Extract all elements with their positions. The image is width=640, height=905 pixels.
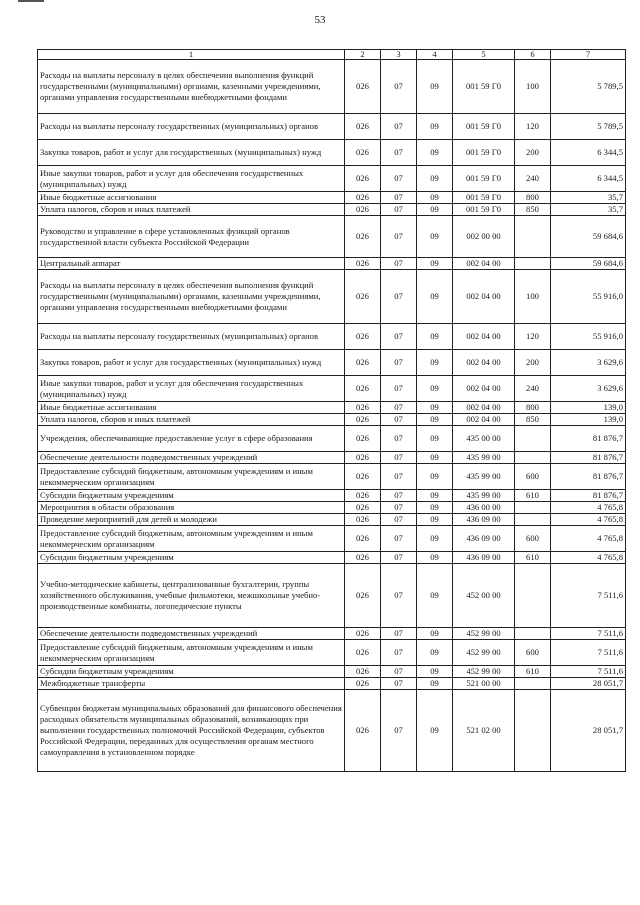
cell-csr: 452 99 00 xyxy=(453,666,515,678)
cell-name: Иные бюджетные ассигнования xyxy=(38,402,345,414)
cell-name: Расходы на выплаты персоналу в целях обеспечения выполнения функций государственными (муниципальными) органами, казенными учреждениями, органами управления государственными внебюджетными фондами xyxy=(38,270,345,324)
cell-ved: 026 xyxy=(345,666,381,678)
cell-csr: 435 99 00 xyxy=(453,490,515,502)
cell-vr xyxy=(515,514,551,526)
cell-name: Межбюджетные трансферты xyxy=(38,678,345,690)
cell-sum: 7 511,6 xyxy=(551,564,626,628)
table-row xyxy=(38,258,626,270)
table-row xyxy=(38,452,626,464)
cell-rz: 07 xyxy=(381,552,417,564)
cell-vr: 610 xyxy=(515,666,551,678)
cell-pr: 09 xyxy=(417,376,453,402)
table-row xyxy=(38,60,626,114)
cell-name: Обеспечение деятельности подведомственных учреждений xyxy=(38,452,345,464)
cell-vr: 240 xyxy=(515,376,551,402)
cell-rz: 07 xyxy=(381,514,417,526)
cell-csr: 001 59 Г0 xyxy=(453,60,515,114)
cell-pr: 09 xyxy=(417,502,453,514)
cell-pr: 09 xyxy=(417,204,453,216)
cell-rz: 07 xyxy=(381,414,417,426)
table-row xyxy=(38,270,626,324)
cell-rz: 07 xyxy=(381,140,417,166)
cell-sum: 7 511,6 xyxy=(551,628,626,640)
cell-csr: 002 04 00 xyxy=(453,258,515,270)
cell-vr: 850 xyxy=(515,204,551,216)
cell-pr: 09 xyxy=(417,414,453,426)
budget-table xyxy=(37,49,626,772)
cell-ved: 026 xyxy=(345,402,381,414)
cell-name: Центральный аппарат xyxy=(38,258,345,270)
cell-name: Учебно-методические кабинеты, централизованные бухгалтерии, группы хозяйственного обслуживания, учебные фильмотеки, межшкольные учебно-производственные комбинаты, логопедические пункты xyxy=(38,564,345,628)
cell-csr: 436 09 00 xyxy=(453,552,515,564)
cell-name: Расходы на выплаты персоналу государственных (муниципальных) органов xyxy=(38,324,345,350)
cell-sum: 35,7 xyxy=(551,204,626,216)
cell-vr: 100 xyxy=(515,270,551,324)
cell-sum: 3 629,6 xyxy=(551,376,626,402)
cell-vr xyxy=(515,690,551,772)
cell-ved: 026 xyxy=(345,628,381,640)
cell-sum: 81 876,7 xyxy=(551,452,626,464)
cell-pr: 09 xyxy=(417,628,453,640)
cell-pr: 09 xyxy=(417,192,453,204)
cell-ved: 026 xyxy=(345,414,381,426)
table-row xyxy=(38,464,626,490)
table-row xyxy=(38,216,626,258)
cell-ved: 026 xyxy=(345,502,381,514)
cell-sum: 5 789,5 xyxy=(551,114,626,140)
cell-sum: 28 051,7 xyxy=(551,678,626,690)
cell-csr: 436 00 00 xyxy=(453,502,515,514)
table-row xyxy=(38,414,626,426)
cell-vr xyxy=(515,258,551,270)
table-row xyxy=(38,204,626,216)
cell-ved: 026 xyxy=(345,114,381,140)
cell-csr: 002 00 00 xyxy=(453,216,515,258)
cell-vr: 600 xyxy=(515,464,551,490)
cell-pr: 09 xyxy=(417,216,453,258)
cell-name: Субсидии бюджетным учреждениям xyxy=(38,490,345,502)
cell-ved: 026 xyxy=(345,678,381,690)
cell-csr: 452 99 00 xyxy=(453,640,515,666)
scan-corner-mark xyxy=(18,0,44,2)
cell-vr: 120 xyxy=(515,324,551,350)
cell-sum: 59 684,6 xyxy=(551,216,626,258)
cell-ved: 026 xyxy=(345,426,381,452)
cell-csr: 002 04 00 xyxy=(453,350,515,376)
cell-csr: 002 04 00 xyxy=(453,270,515,324)
cell-vr: 100 xyxy=(515,60,551,114)
cell-name: Предоставление субсидий бюджетным, автономным учреждениям и иным некоммерческим организациям xyxy=(38,640,345,666)
cell-rz: 07 xyxy=(381,690,417,772)
cell-vr: 610 xyxy=(515,552,551,564)
cell-sum: 4 765,8 xyxy=(551,502,626,514)
cell-rz: 07 xyxy=(381,166,417,192)
cell-pr: 09 xyxy=(417,426,453,452)
cell-csr: 001 59 Г0 xyxy=(453,140,515,166)
cell-vr: 610 xyxy=(515,490,551,502)
cell-pr: 09 xyxy=(417,564,453,628)
cell-rz: 07 xyxy=(381,502,417,514)
cell-pr: 09 xyxy=(417,140,453,166)
cell-name: Иные закупки товаров, работ и услуг для обеспечения государственных (муниципальных) нужд xyxy=(38,376,345,402)
cell-vr xyxy=(515,426,551,452)
cell-vr xyxy=(515,564,551,628)
cell-rz: 07 xyxy=(381,666,417,678)
cell-name: Расходы на выплаты персоналу в целях обеспечения выполнения функций государственными (муниципальными) органами, казенными учреждениями, органами управления государственными внебюджетными фондами xyxy=(38,60,345,114)
table-row xyxy=(38,402,626,414)
cell-pr: 09 xyxy=(417,490,453,502)
table-body xyxy=(38,60,626,772)
cell-rz: 07 xyxy=(381,192,417,204)
table-row xyxy=(38,640,626,666)
cell-csr: 435 99 00 xyxy=(453,452,515,464)
cell-name: Иные бюджетные ассигнования xyxy=(38,192,345,204)
cell-sum: 81 876,7 xyxy=(551,490,626,502)
cell-sum: 81 876,7 xyxy=(551,464,626,490)
header-cell: 7 xyxy=(551,50,626,60)
table-row xyxy=(38,140,626,166)
cell-pr: 09 xyxy=(417,60,453,114)
table-row xyxy=(38,666,626,678)
table-row xyxy=(38,514,626,526)
cell-pr: 09 xyxy=(417,640,453,666)
cell-name: Субвенции бюджетам муниципальных образований для финансового обеспечения расходных обязательств муниципальных образований, возникающих при выполнении государственных полномочий Российской Федерации, субъектов Российской Федерации, переданных для осуществления органам местного самоуправления в установленном порядке xyxy=(38,690,345,772)
cell-sum: 59 684,6 xyxy=(551,258,626,270)
cell-name: Закупка товаров, работ и услуг для государственных (муниципальных) нужд xyxy=(38,140,345,166)
cell-pr: 09 xyxy=(417,270,453,324)
cell-ved: 026 xyxy=(345,216,381,258)
cell-pr: 09 xyxy=(417,526,453,552)
cell-rz: 07 xyxy=(381,402,417,414)
cell-sum: 139,0 xyxy=(551,402,626,414)
cell-csr: 002 04 00 xyxy=(453,324,515,350)
cell-csr: 436 09 00 xyxy=(453,526,515,552)
table-row xyxy=(38,526,626,552)
cell-rz: 07 xyxy=(381,490,417,502)
page-number: 53 xyxy=(314,14,326,26)
cell-name: Расходы на выплаты персоналу государственных (муниципальных) органов xyxy=(38,114,345,140)
cell-pr: 09 xyxy=(417,678,453,690)
table-row xyxy=(38,166,626,192)
table-row xyxy=(38,192,626,204)
cell-rz: 07 xyxy=(381,60,417,114)
cell-sum: 81 876,7 xyxy=(551,426,626,452)
cell-rz: 07 xyxy=(381,526,417,552)
cell-name: Уплата налогов, сборов и иных платежей xyxy=(38,414,345,426)
cell-rz: 07 xyxy=(381,324,417,350)
cell-sum: 3 629,6 xyxy=(551,350,626,376)
cell-csr: 436 09 00 xyxy=(453,514,515,526)
cell-name: Субсидии бюджетным учреждениям xyxy=(38,666,345,678)
cell-pr: 09 xyxy=(417,114,453,140)
cell-csr: 521 00 00 xyxy=(453,678,515,690)
table-row xyxy=(38,426,626,452)
cell-csr: 452 99 00 xyxy=(453,628,515,640)
cell-name: Проведение мероприятий для детей и молодежи xyxy=(38,514,345,526)
cell-name: Закупка товаров, работ и услуг для государственных (муниципальных) нужд xyxy=(38,350,345,376)
cell-ved: 026 xyxy=(345,324,381,350)
cell-rz: 07 xyxy=(381,564,417,628)
cell-ved: 026 xyxy=(345,140,381,166)
cell-vr xyxy=(515,628,551,640)
cell-pr: 09 xyxy=(417,514,453,526)
cell-csr: 001 59 Г0 xyxy=(453,114,515,140)
cell-sum: 6 344,5 xyxy=(551,166,626,192)
cell-rz: 07 xyxy=(381,376,417,402)
header-cell: 4 xyxy=(417,50,453,60)
cell-csr: 002 04 00 xyxy=(453,376,515,402)
table-row xyxy=(38,690,626,772)
cell-pr: 09 xyxy=(417,464,453,490)
cell-rz: 07 xyxy=(381,350,417,376)
cell-rz: 07 xyxy=(381,452,417,464)
cell-ved: 026 xyxy=(345,640,381,666)
cell-rz: 07 xyxy=(381,216,417,258)
cell-ved: 026 xyxy=(345,452,381,464)
table-row xyxy=(38,564,626,628)
cell-pr: 09 xyxy=(417,350,453,376)
table-row xyxy=(38,114,626,140)
cell-ved: 026 xyxy=(345,192,381,204)
cell-vr: 800 xyxy=(515,192,551,204)
cell-pr: 09 xyxy=(417,258,453,270)
header-cell: 1 xyxy=(38,50,345,60)
header-cell: 6 xyxy=(515,50,551,60)
cell-pr: 09 xyxy=(417,402,453,414)
cell-csr: 001 59 Г0 xyxy=(453,192,515,204)
cell-vr: 600 xyxy=(515,526,551,552)
cell-vr: 600 xyxy=(515,640,551,666)
cell-sum: 7 511,6 xyxy=(551,640,626,666)
cell-ved: 026 xyxy=(345,526,381,552)
cell-ved: 026 xyxy=(345,464,381,490)
table-row xyxy=(38,350,626,376)
cell-csr: 002 04 00 xyxy=(453,402,515,414)
cell-csr: 001 59 Г0 xyxy=(453,204,515,216)
cell-ved: 026 xyxy=(345,376,381,402)
table-row xyxy=(38,552,626,564)
cell-csr: 521 02 00 xyxy=(453,690,515,772)
cell-sum: 35,7 xyxy=(551,192,626,204)
cell-ved: 026 xyxy=(345,204,381,216)
cell-rz: 07 xyxy=(381,204,417,216)
cell-pr: 09 xyxy=(417,690,453,772)
cell-rz: 07 xyxy=(381,270,417,324)
header-cell: 3 xyxy=(381,50,417,60)
table-row xyxy=(38,628,626,640)
cell-name: Руководство и управление в сфере установленных функций органов государственной власти субъекта Российской Федерации xyxy=(38,216,345,258)
cell-name: Учреждения, обеспечивающие предоставление услуг в сфере образования xyxy=(38,426,345,452)
cell-pr: 09 xyxy=(417,552,453,564)
table-row xyxy=(38,678,626,690)
cell-sum: 139,0 xyxy=(551,414,626,426)
cell-vr: 800 xyxy=(515,402,551,414)
cell-sum: 28 051,7 xyxy=(551,690,626,772)
cell-sum: 7 511,6 xyxy=(551,666,626,678)
cell-csr: 435 99 00 xyxy=(453,464,515,490)
cell-ved: 026 xyxy=(345,60,381,114)
header-row xyxy=(38,50,626,60)
cell-vr xyxy=(515,678,551,690)
table-row xyxy=(38,324,626,350)
cell-csr: 001 59 Г0 xyxy=(453,166,515,192)
cell-rz: 07 xyxy=(381,640,417,666)
cell-ved: 026 xyxy=(345,564,381,628)
cell-pr: 09 xyxy=(417,666,453,678)
cell-vr: 120 xyxy=(515,114,551,140)
cell-vr: 850 xyxy=(515,414,551,426)
cell-name: Обеспечение деятельности подведомственных учреждений xyxy=(38,628,345,640)
cell-ved: 026 xyxy=(345,490,381,502)
header-cell: 2 xyxy=(345,50,381,60)
cell-rz: 07 xyxy=(381,464,417,490)
cell-pr: 09 xyxy=(417,166,453,192)
header-cell: 5 xyxy=(453,50,515,60)
cell-csr: 002 04 00 xyxy=(453,414,515,426)
cell-vr xyxy=(515,452,551,464)
cell-ved: 026 xyxy=(345,690,381,772)
cell-sum: 5 789,5 xyxy=(551,60,626,114)
cell-ved: 026 xyxy=(345,514,381,526)
table-row xyxy=(38,490,626,502)
cell-rz: 07 xyxy=(381,678,417,690)
cell-sum: 55 916,0 xyxy=(551,270,626,324)
table-row xyxy=(38,376,626,402)
cell-ved: 026 xyxy=(345,258,381,270)
cell-pr: 09 xyxy=(417,452,453,464)
cell-rz: 07 xyxy=(381,258,417,270)
cell-vr xyxy=(515,502,551,514)
cell-ved: 026 xyxy=(345,270,381,324)
cell-sum: 6 344,5 xyxy=(551,140,626,166)
cell-ved: 026 xyxy=(345,166,381,192)
cell-vr xyxy=(515,216,551,258)
table-row xyxy=(38,502,626,514)
cell-name: Предоставление субсидий бюджетным, автономным учреждениям и иным некоммерческим организациям xyxy=(38,526,345,552)
cell-name: Предоставление субсидий бюджетным, автономным учреждениям и иным некоммерческим организациям xyxy=(38,464,345,490)
cell-name: Иные закупки товаров, работ и услуг для обеспечения государственных (муниципальных) нужд xyxy=(38,166,345,192)
cell-csr: 435 00 00 xyxy=(453,426,515,452)
cell-vr: 240 xyxy=(515,166,551,192)
cell-pr: 09 xyxy=(417,324,453,350)
cell-ved: 026 xyxy=(345,350,381,376)
cell-sum: 4 765,8 xyxy=(551,526,626,552)
cell-sum: 4 765,8 xyxy=(551,514,626,526)
cell-name: Субсидии бюджетным учреждениям xyxy=(38,552,345,564)
cell-name: Уплата налогов, сборов и иных платежей xyxy=(38,204,345,216)
cell-csr: 452 00 00 xyxy=(453,564,515,628)
cell-vr: 200 xyxy=(515,350,551,376)
cell-vr: 200 xyxy=(515,140,551,166)
cell-rz: 07 xyxy=(381,628,417,640)
cell-rz: 07 xyxy=(381,114,417,140)
cell-ved: 026 xyxy=(345,552,381,564)
cell-name: Мероприятия в области образования xyxy=(38,502,345,514)
cell-sum: 55 916,0 xyxy=(551,324,626,350)
cell-rz: 07 xyxy=(381,426,417,452)
cell-sum: 4 765,8 xyxy=(551,552,626,564)
